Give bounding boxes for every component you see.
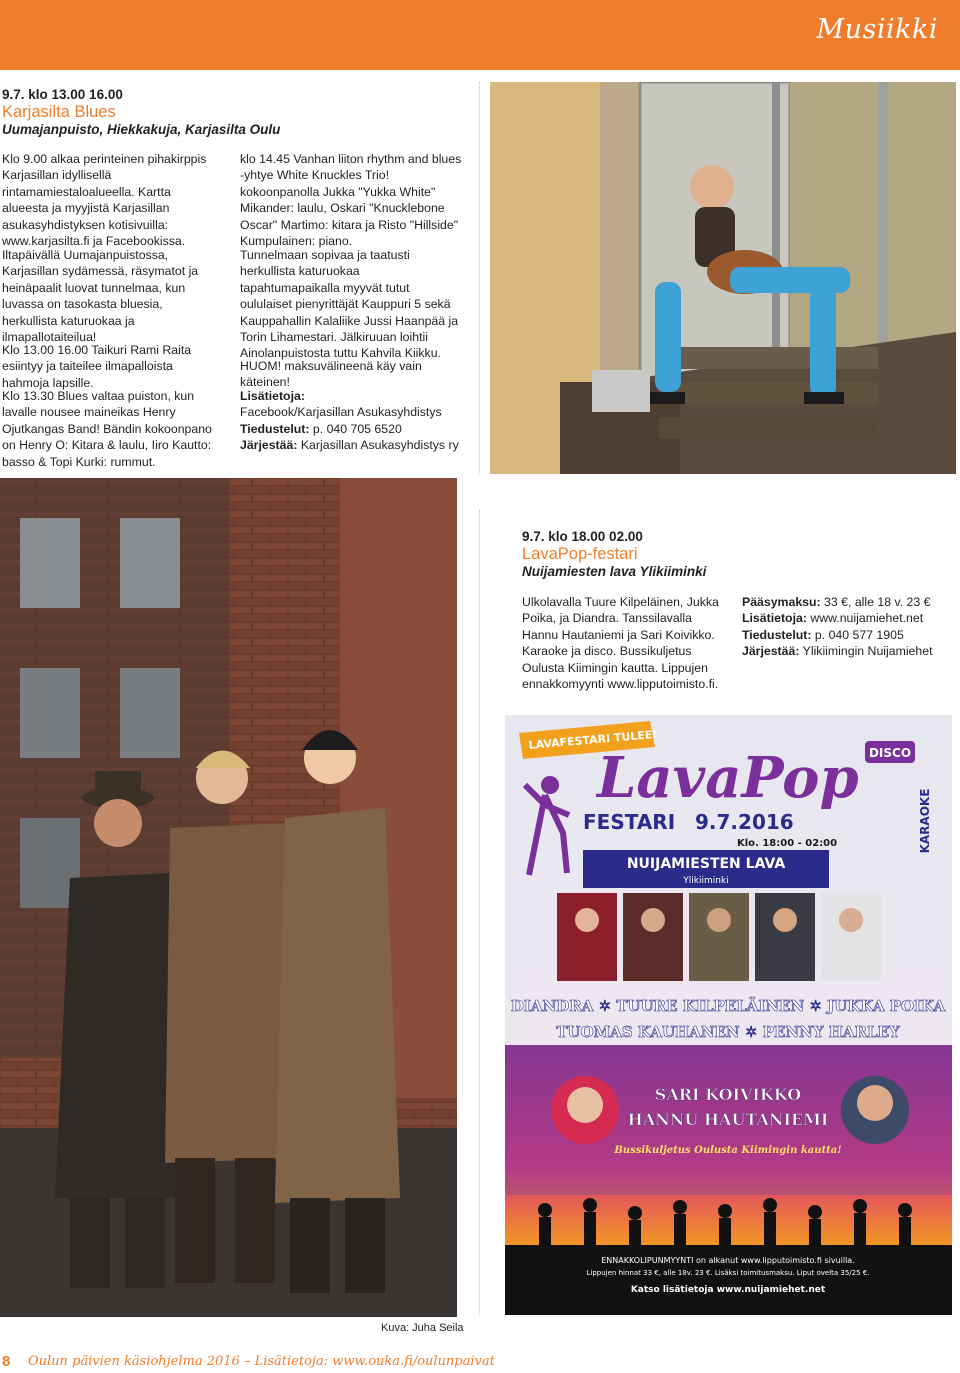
event2-entry-value: 33 €, alle 18 v. 23 € — [824, 595, 931, 609]
poster-logo: LavaPop — [597, 745, 859, 811]
poster-disco: DISCO — [868, 746, 912, 760]
page-number: 8 — [2, 1353, 11, 1370]
event2-contact-block — [742, 594, 954, 660]
poster-prices: Lippujen hinnat 33 €, alle 18v. 23 €. Lisäksi toimitusmaksu. Liput ovelta 35/25 €. — [586, 1269, 870, 1277]
poster-lineup-2: TUOMAS KAUHANEN ✶ PENNY HARLEY — [556, 1023, 900, 1041]
event2-venue: Nuijamiesten lava Ylikiiminki — [522, 564, 707, 579]
event1-paragraph-1: Klo 9.00 alkaa perinteinen pihakirppis Karjasillan idyllisellä rintamamiestaloalueella. Kartta alueesta ja myyjistä Karjasillan asukasyhdistyksen kotisivuilla: www.karjasilta.fi ja Facebookissa. — [2, 152, 207, 249]
event2-entry-label: Pääsymaksu: — [742, 595, 821, 609]
event1-paragraph-5: klo 14.45 Vanhan liiton rhythm and blues -yhtye White Knuckles Trio! kokoonpanolla Jukka "Yukka White" Mikander: laulu, Oskari "Knucklebone Oscar" Martimo: kitara ja Risto "Hillside" Kumpulainen: piano. — [240, 152, 462, 249]
event1-venue: Uumajanpuisto, Hiekkakuja, Karjasilta Oulu — [2, 122, 281, 137]
event2-heading — [522, 529, 942, 580]
event1-info-label: Lisätietoja: — [240, 389, 305, 403]
event2-organizer-label: Järjestää: — [742, 644, 800, 659]
column-divider-top — [479, 82, 480, 474]
guitarist-photo-illustration — [490, 82, 956, 474]
event1-info-value: Facebook/Karjasillan Asukasyhdistys — [240, 405, 442, 420]
event1-title: Karjasilta Blues — [2, 103, 116, 121]
poster-lineup-3: SARI KOIVIKKO — [654, 1085, 802, 1104]
event2-datetime: 9.7. klo 18.00 02.00 — [522, 529, 643, 544]
event1-heading — [2, 87, 302, 138]
event1-paragraph-2: Iltapäivällä Uumajanpuistossa, Karjasillan sydämessä, räsymatot ja heinäpaalit luovat tunnelmaa, kun luvassa on tasokasta bluesia, herkullista katuruokaa ja ilmapallotaiteilua! — [2, 248, 199, 345]
poster-festari: FESTARI — [583, 810, 676, 834]
event2-inquiries-value: p. 040 577 1905 — [814, 627, 904, 642]
guitarist-photo — [490, 82, 956, 474]
blues-band-photo-illustration — [0, 478, 457, 1317]
lavapop-poster — [505, 715, 952, 1315]
event2-info-value: www.nuijamiehet.net — [810, 611, 924, 626]
event1-organizer-value: Karjasillan Asukasyhdistys ry — [300, 438, 459, 453]
poster-time: Klo. 18:00 - 02:00 — [737, 838, 838, 849]
event1-paragraph-6: Tunnelmaan sopivaa ja taatusti herkullista katuruokaa tapahtumapaikalla myyvät tutut oululaiset pienyrittäjät Kauppuri 5 sekä Kauppahallin Kalaliike Jussi Haanpää ja Torin Lihamestari. Jälkiruuan loihtii Ainolanpuistosta tuttu Kahvila Kiikku. — [240, 248, 459, 361]
poster-lineup-1: DIANDRA ✶ TUURE KILPELÄINEN ✶ JUKKA POIKA — [510, 997, 946, 1015]
event1-inquiries-value: p. 040 705 6520 — [312, 421, 402, 436]
event2-inquiries-label: Tiedustelut: — [742, 627, 812, 642]
event1-inquiries-label: Tiedustelut: — [240, 421, 310, 436]
poster-bus: Bussikuljetus Oulusta Kiimingin kautta! — [614, 1145, 842, 1156]
poster-date: 9.7.2016 — [695, 810, 794, 834]
event2-organizer-value: Ylikiimingin Nuijamiehet — [802, 644, 933, 659]
poster-tagline: LAVAFESTARI TULEE! — [528, 727, 658, 752]
event1-paragraph-7: HUOM! maksuvälineenä käy vain käteinen! — [240, 359, 422, 390]
event2-description: Ulkolavalla Tuure Kilpeläinen, Jukka Poika, ja Diandra. Tanssilavalla Hannu Hautaniemi ja Sari Koivikko. Karaoke ja disco. Bussikuljetus Oulusta Kiimingin kautta. Lippujen ennakkomyynti www.lipputoimisto.fi. — [522, 595, 719, 692]
event1-contact-block — [240, 388, 470, 454]
section-title: Musiikki — [816, 14, 938, 45]
poster-karaoke: KARAOKE — [918, 788, 932, 854]
poster-lineup-4: HANNU HAUTANIEMI — [627, 1110, 829, 1129]
footer-text: Oulun päivien käsiohjelma 2016 – Lisätietoja: www.ouka.fi/oulunpaivat — [28, 1354, 495, 1369]
column-divider-bottom — [479, 510, 480, 1316]
event1-organizer-label: Järjestää: — [240, 438, 298, 453]
event2-title: LavaPop-festari — [522, 545, 638, 563]
poster-more-info: Katso lisätietoja www.nuijamiehet.net — [630, 1285, 826, 1295]
photo-credit: Kuva: Juha Seila — [381, 1322, 464, 1334]
event1-datetime: 9.7. klo 13.00 16.00 — [2, 87, 123, 102]
poster-presale: ENNAKKOLIPUNMYYNTI on alkanut www.lipputoimisto.fi sivuilla. — [601, 1256, 855, 1265]
event1-paragraph-3: Klo 13.00 16.00 Taikuri Rami Raita esiintyy ja taiteilee ilmapalloista hahmoja lapsille. — [2, 343, 192, 390]
poster-venue: NUIJAMIESTEN LAVA — [626, 856, 786, 872]
poster-place: Ylikiiminki — [683, 876, 729, 886]
lavapop-poster-artwork — [505, 715, 952, 1315]
blues-band-photo — [0, 478, 457, 1317]
event1-paragraph-4: Klo 13.30 Blues valtaa puiston, kun lavalle nousee maineikas Henry Ojutkangas Band! Bändin kokoonpano on Henry O: Kitara & laulu, Iiro Kautto: basso & Topi Kurki: rummut. — [2, 389, 212, 469]
event2-info-label: Lisätietoja: — [742, 611, 807, 626]
